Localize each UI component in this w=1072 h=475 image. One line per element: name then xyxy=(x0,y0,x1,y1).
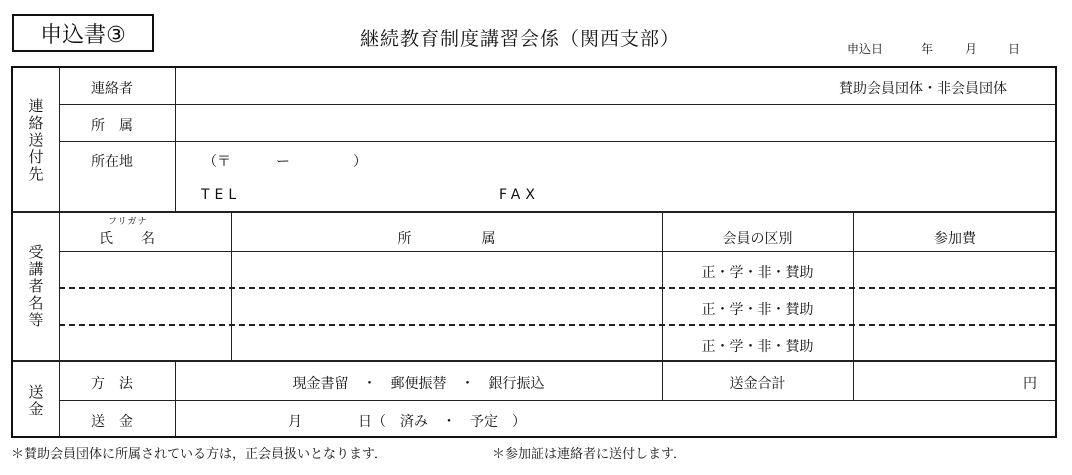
fee-column-header: 参加費 xyxy=(934,231,976,247)
application-date-label: 申込日 xyxy=(847,42,884,56)
attendees-section-label: 受講者名等 xyxy=(28,243,44,329)
section-divider xyxy=(13,360,1055,362)
tel-label: TEL xyxy=(201,187,242,203)
payment-method-options[interactable]: 現金書留 ・ 郵便振替 ・ 銀行振込 xyxy=(292,376,545,392)
note-certificate: ＊参加証は連絡者に送付します． xyxy=(492,447,686,462)
member-class-column-header: 会員の区別 xyxy=(722,231,793,247)
postal-close: ） xyxy=(353,154,367,170)
contact-section-label: 連絡送付先 xyxy=(28,97,44,183)
contact-person-label: 連絡者 xyxy=(91,81,133,97)
name-column-header: 氏 名 xyxy=(99,231,155,247)
column-line xyxy=(853,360,854,400)
postal-code-field[interactable] xyxy=(238,147,348,171)
name-ruby-label: フリガナ xyxy=(108,217,148,227)
dashed-row-line xyxy=(59,324,1055,326)
remittance-date-status[interactable]: 月 日（ 済み ・ 予定 ） xyxy=(288,414,526,430)
member-class-options[interactable]: 正・学・非・賛助 xyxy=(701,302,814,318)
remittance-date-label: 送 金 xyxy=(91,414,133,430)
member-type-options[interactable]: 賛助会員団体・非会員団体 xyxy=(839,81,1007,97)
contact-person-field[interactable] xyxy=(185,74,845,100)
postal-dash: ー xyxy=(276,154,290,170)
fax-label: FAX xyxy=(499,187,540,203)
section-divider xyxy=(13,211,1055,213)
section-label-divider xyxy=(59,68,60,436)
dashed-row-line xyxy=(59,287,1055,289)
currency-yen: 円 xyxy=(1023,376,1037,392)
affiliation-field[interactable] xyxy=(185,111,1045,137)
note-supporting-member: ＊賛助会員団体に所属されている方は，正会員扱いとなります． xyxy=(11,447,387,462)
page-title: 継続教育制度講習会係（関西支部） xyxy=(360,28,681,50)
member-class-options[interactable]: 正・学・非・賛助 xyxy=(701,265,814,281)
row-line xyxy=(59,141,1055,142)
date-month-label: 月 xyxy=(965,42,978,56)
column-line xyxy=(175,68,176,211)
row-line xyxy=(59,251,1055,252)
date-year-label: 年 xyxy=(921,42,934,56)
remittance-section-label: 送金 xyxy=(28,383,44,418)
column-line xyxy=(175,360,176,436)
address-label: 所在地 xyxy=(91,154,133,170)
method-label: 方 法 xyxy=(91,376,133,392)
affiliation-column-header: 所 属 xyxy=(397,231,496,247)
date-day-label: 日 xyxy=(1008,42,1021,56)
affiliation-label: 所 属 xyxy=(91,118,133,134)
member-class-options[interactable]: 正・学・非・賛助 xyxy=(701,339,814,355)
row-line xyxy=(59,104,1055,105)
application-form xyxy=(11,66,1057,438)
total-amount-label: 送金合計 xyxy=(729,376,786,392)
form-number-badge: 申込書③ xyxy=(12,14,154,52)
postal-open: （〒 xyxy=(203,154,231,170)
row-line xyxy=(59,400,1055,401)
